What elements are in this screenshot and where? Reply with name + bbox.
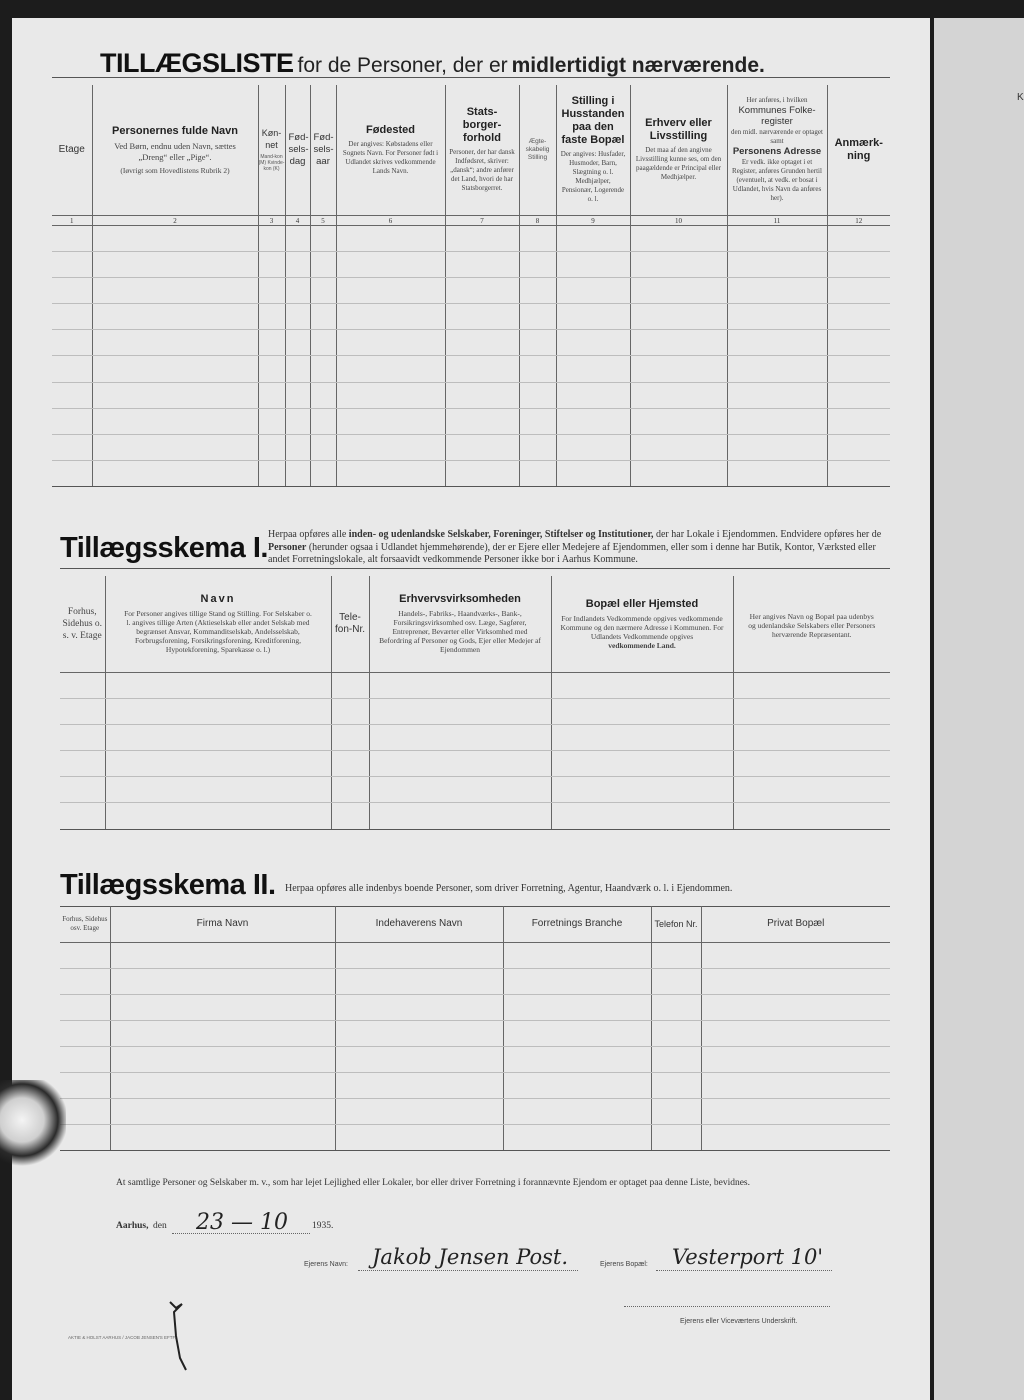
table-cell[interactable] xyxy=(556,382,630,408)
table-cell[interactable] xyxy=(551,751,733,777)
table-cell[interactable] xyxy=(445,408,519,434)
printer-imprint: AKTIE & HOLST AARHUS / JACOB JENSEN'S EFTF. xyxy=(68,1335,177,1340)
table-cell[interactable] xyxy=(336,251,445,277)
table-cell[interactable] xyxy=(651,1124,701,1150)
table-row xyxy=(60,1124,890,1150)
s1-col-phone: Tele-fon-Nr. xyxy=(331,576,369,672)
table-cell[interactable] xyxy=(258,304,285,330)
table-cell[interactable] xyxy=(60,942,110,968)
col-number: 8 xyxy=(519,215,556,225)
owner-address-handwritten: Vesterport 10' xyxy=(672,1245,824,1269)
adjacent-page-letter: K xyxy=(1017,92,1024,103)
table-cell[interactable] xyxy=(60,698,105,724)
table-cell[interactable] xyxy=(52,356,92,382)
table-cell[interactable] xyxy=(60,777,105,803)
table-cell[interactable] xyxy=(335,994,503,1020)
table-row xyxy=(52,382,890,408)
table-cell[interactable] xyxy=(258,382,285,408)
table-cell[interactable] xyxy=(651,942,701,968)
table-row xyxy=(60,968,890,994)
table-cell[interactable] xyxy=(630,461,727,487)
main-title-bold: TILLÆGSLISTE xyxy=(100,48,294,78)
table-cell[interactable] xyxy=(551,777,733,803)
schedule-1-title: Tillægsskema I. xyxy=(60,532,268,564)
table-cell[interactable] xyxy=(335,1020,503,1046)
table-cell[interactable] xyxy=(52,225,92,251)
table-cell[interactable] xyxy=(258,356,285,382)
s2-col-firm: Firma Navn xyxy=(110,906,335,942)
table-cell[interactable] xyxy=(52,435,92,461)
table-cell[interactable] xyxy=(701,1124,890,1150)
table-cell[interactable] xyxy=(310,435,336,461)
table-row xyxy=(52,277,890,303)
table-cell[interactable] xyxy=(727,330,827,356)
col-birthyear: Fød-sels-aar xyxy=(310,85,336,215)
table-cell[interactable] xyxy=(52,330,92,356)
table-cell[interactable] xyxy=(335,1124,503,1150)
s1-col-floor: Forhus, Sidehus o. s. v. Etage xyxy=(60,576,105,672)
table-cell[interactable] xyxy=(503,968,651,994)
table-cell[interactable] xyxy=(727,435,827,461)
table-cell[interactable] xyxy=(445,435,519,461)
table-cell[interactable] xyxy=(519,251,556,277)
table-cell[interactable] xyxy=(60,724,105,750)
table-cell[interactable] xyxy=(701,1020,890,1046)
table-cell[interactable] xyxy=(727,356,827,382)
table-row xyxy=(52,304,890,330)
table-cell[interactable] xyxy=(727,251,827,277)
table-cell[interactable] xyxy=(110,1098,335,1124)
table-cell[interactable] xyxy=(331,751,369,777)
owner-address-label: Ejerens Bopæl: xyxy=(600,1261,648,1268)
table-cell[interactable] xyxy=(336,408,445,434)
table-cell[interactable] xyxy=(733,672,890,698)
table-row xyxy=(60,672,890,698)
table-cell[interactable] xyxy=(60,1020,110,1046)
table-cell[interactable] xyxy=(310,225,336,251)
col-number: 4 xyxy=(285,215,310,225)
schedule-1-table xyxy=(60,576,890,830)
schedule-1-rule xyxy=(60,568,890,569)
table-cell[interactable] xyxy=(519,382,556,408)
main-register-table xyxy=(52,85,890,487)
col-folkeregister: Her anføres, i hvilken Kommunes Folke-register den midl. nærværende er optaget samt Personens Adresse Er vedk. ikke optaget i et Register, anføres Grunden hertil (eventuelt, at vedk. er bosat i Udlandet, hvis Navn da anføres her). xyxy=(727,85,827,215)
table-cell[interactable] xyxy=(52,461,92,487)
table-row xyxy=(52,251,890,277)
table-cell[interactable] xyxy=(556,408,630,434)
table-cell[interactable] xyxy=(727,225,827,251)
table-cell[interactable] xyxy=(369,751,551,777)
s1-col-name: Navn For Personer angives tillige Stand og Stilling. For Selskaber o. l. angives tillige Arten (Aktieselskab eller andet Selskab med begrænset Ansvar, Kommanditselskab, Andelsselskab, Forbrugsforening, Forsikringsforening, Kreditforening, Hypotekforening, Sparekasse o. l.) xyxy=(105,576,331,672)
table-cell[interactable] xyxy=(285,330,310,356)
table-cell[interactable] xyxy=(92,277,258,303)
table-row xyxy=(52,356,890,382)
table-cell[interactable] xyxy=(733,724,890,750)
table-cell[interactable] xyxy=(60,994,110,1020)
table-cell[interactable] xyxy=(331,672,369,698)
table-cell[interactable] xyxy=(105,803,331,829)
table-cell[interactable] xyxy=(630,356,727,382)
table-cell[interactable] xyxy=(827,225,890,251)
owner-name-handwritten: Jakob Jensen Post. xyxy=(372,1245,569,1269)
table-cell[interactable] xyxy=(336,461,445,487)
table-cell[interactable] xyxy=(285,304,310,330)
table-cell[interactable] xyxy=(310,330,336,356)
table-cell[interactable] xyxy=(331,777,369,803)
table-cell[interactable] xyxy=(285,408,310,434)
table-cell[interactable] xyxy=(630,408,727,434)
table-cell[interactable] xyxy=(519,435,556,461)
table-cell[interactable] xyxy=(651,1020,701,1046)
table-cell[interactable] xyxy=(630,251,727,277)
table-cell[interactable] xyxy=(827,277,890,303)
table-row xyxy=(52,435,890,461)
s1-col-residence: Bopæl eller Hjemsted For Indlandets Vedkommende opgives vedkommende Kommune og den nærmere Adresse i Kommunen. For Udlandets Vedkommende opgives vedkommende Land. xyxy=(551,576,733,672)
col-birthday: Fød-sels-dag xyxy=(285,85,310,215)
table-cell[interactable] xyxy=(445,277,519,303)
table-row xyxy=(60,777,890,803)
table-cell[interactable] xyxy=(110,1020,335,1046)
table-row xyxy=(52,461,890,487)
schedule-2-title: Tillægsskema II. xyxy=(60,869,276,901)
table-cell[interactable] xyxy=(519,225,556,251)
table-cell[interactable] xyxy=(556,330,630,356)
table-cell[interactable] xyxy=(52,408,92,434)
table-cell[interactable] xyxy=(827,408,890,434)
table-cell[interactable] xyxy=(630,277,727,303)
table-cell[interactable] xyxy=(445,330,519,356)
table-row xyxy=(60,698,890,724)
table-cell[interactable] xyxy=(651,1046,701,1072)
table-cell[interactable] xyxy=(827,330,890,356)
table-cell[interactable] xyxy=(92,330,258,356)
table-cell[interactable] xyxy=(651,994,701,1020)
schedule-2-table xyxy=(60,906,890,1151)
table-cell[interactable] xyxy=(556,356,630,382)
table-cell[interactable] xyxy=(733,698,890,724)
table-row xyxy=(60,724,890,750)
binder-clip xyxy=(0,1080,66,1170)
title-rule xyxy=(52,77,890,78)
table-cell[interactable] xyxy=(60,803,105,829)
table-cell[interactable] xyxy=(110,942,335,968)
table-cell[interactable] xyxy=(310,277,336,303)
table-cell[interactable] xyxy=(369,672,551,698)
col-marital-status: Ægte-skabelig Stilling xyxy=(519,85,556,215)
s2-col-branch: Forretnings Branche xyxy=(503,906,651,942)
table-cell[interactable] xyxy=(92,435,258,461)
table-cell[interactable] xyxy=(285,461,310,487)
table-cell[interactable] xyxy=(445,382,519,408)
col-number: 3 xyxy=(258,215,285,225)
table-cell[interactable] xyxy=(110,1072,335,1098)
owner-address-line xyxy=(656,1270,832,1271)
table-cell[interactable] xyxy=(336,330,445,356)
date-year: 1935. xyxy=(312,1221,334,1231)
col-number: 10 xyxy=(630,215,727,225)
table-cell[interactable] xyxy=(60,1124,110,1150)
table-cell[interactable] xyxy=(258,408,285,434)
table-cell[interactable] xyxy=(285,435,310,461)
table-cell[interactable] xyxy=(551,698,733,724)
table-row xyxy=(60,942,890,968)
table-cell[interactable] xyxy=(445,251,519,277)
table-row xyxy=(60,1020,890,1046)
col-number: 7 xyxy=(445,215,519,225)
main-title-emphasis: midlertidigt nærværende. xyxy=(511,54,765,77)
table-cell[interactable] xyxy=(503,994,651,1020)
col-number: 9 xyxy=(556,215,630,225)
table-cell[interactable] xyxy=(519,277,556,303)
table-cell[interactable] xyxy=(92,382,258,408)
table-cell[interactable] xyxy=(52,382,92,408)
table-cell[interactable] xyxy=(701,942,890,968)
table-cell[interactable] xyxy=(556,461,630,487)
signature-line xyxy=(624,1306,830,1307)
table-cell[interactable] xyxy=(503,1124,651,1150)
table-cell[interactable] xyxy=(630,225,727,251)
col-birthplace: Fødested Der angives: Købstadens eller Sognets Navn. For Personer født i Udlandet skrives vedkommende Lands Navn. xyxy=(336,85,445,215)
table-cell[interactable] xyxy=(827,382,890,408)
table-cell[interactable] xyxy=(556,435,630,461)
table-cell[interactable] xyxy=(52,304,92,330)
place-label: Aarhus, xyxy=(116,1221,149,1231)
table-cell[interactable] xyxy=(258,435,285,461)
table-cell[interactable] xyxy=(503,1098,651,1124)
table-cell[interactable] xyxy=(827,251,890,277)
col-remarks: Anmærk-ning xyxy=(827,85,890,215)
table-cell[interactable] xyxy=(105,777,331,803)
table-cell[interactable] xyxy=(335,1098,503,1124)
table-cell[interactable] xyxy=(630,435,727,461)
table-cell[interactable] xyxy=(369,698,551,724)
table-cell[interactable] xyxy=(336,435,445,461)
table-cell[interactable] xyxy=(258,225,285,251)
table-cell[interactable] xyxy=(310,356,336,382)
date-prefix: den xyxy=(153,1221,167,1231)
table-cell[interactable] xyxy=(52,277,92,303)
table-cell[interactable] xyxy=(60,1098,110,1124)
s2-col-owner: Indehaverens Navn xyxy=(335,906,503,942)
table-cell[interactable] xyxy=(445,356,519,382)
table-cell[interactable] xyxy=(727,382,827,408)
table-cell[interactable] xyxy=(105,751,331,777)
table-cell[interactable] xyxy=(110,968,335,994)
owner-name-label: Ejerens Navn: xyxy=(304,1261,348,1268)
table-cell[interactable] xyxy=(335,968,503,994)
table-cell[interactable] xyxy=(556,251,630,277)
table-cell[interactable] xyxy=(519,356,556,382)
table-cell[interactable] xyxy=(701,1046,890,1072)
col-name: Personernes fulde Navn Ved Børn, endnu uden Navn, sættes „Dreng“ eller „Pige“. (Iøvrigt som Hovedlistens Rubrik 2) xyxy=(92,85,258,215)
table-cell[interactable] xyxy=(733,803,890,829)
table-row xyxy=(60,803,890,829)
table-cell[interactable] xyxy=(551,672,733,698)
table-cell[interactable] xyxy=(727,304,827,330)
table-cell[interactable] xyxy=(630,304,727,330)
table-cell[interactable] xyxy=(701,994,890,1020)
owner-name-line xyxy=(358,1270,578,1271)
table-cell[interactable] xyxy=(105,698,331,724)
table-cell[interactable] xyxy=(92,251,258,277)
table-cell[interactable] xyxy=(733,777,890,803)
table-cell[interactable] xyxy=(827,435,890,461)
table-cell[interactable] xyxy=(556,225,630,251)
table-cell[interactable] xyxy=(60,1072,110,1098)
table-row xyxy=(52,225,890,251)
col-number: 5 xyxy=(310,215,336,225)
table-cell[interactable] xyxy=(727,408,827,434)
signature-label: Ejerens eller Viceværtens Underskrift. xyxy=(680,1318,798,1325)
s2-col-phone: Telefon Nr. xyxy=(651,906,701,942)
table-cell[interactable] xyxy=(335,942,503,968)
table-cell[interactable] xyxy=(369,777,551,803)
table-cell[interactable] xyxy=(285,356,310,382)
table-cell[interactable] xyxy=(651,968,701,994)
table-cell[interactable] xyxy=(60,672,105,698)
table-cell[interactable] xyxy=(519,408,556,434)
table-cell[interactable] xyxy=(369,724,551,750)
table-cell[interactable] xyxy=(701,1072,890,1098)
table-cell[interactable] xyxy=(258,251,285,277)
table-cell[interactable] xyxy=(701,1098,890,1124)
table-cell[interactable] xyxy=(336,356,445,382)
table-cell[interactable] xyxy=(336,277,445,303)
table-cell[interactable] xyxy=(105,672,331,698)
table-cell[interactable] xyxy=(285,251,310,277)
table-row xyxy=(60,1072,890,1098)
table-cell[interactable] xyxy=(336,382,445,408)
col-number: 12 xyxy=(827,215,890,225)
table-cell[interactable] xyxy=(52,251,92,277)
table-cell[interactable] xyxy=(630,330,727,356)
table-cell[interactable] xyxy=(258,330,285,356)
table-cell[interactable] xyxy=(651,1072,701,1098)
table-cell[interactable] xyxy=(60,751,105,777)
col-number: 11 xyxy=(727,215,827,225)
table-cell[interactable] xyxy=(445,304,519,330)
col-number: 6 xyxy=(336,215,445,225)
table-cell[interactable] xyxy=(60,1046,110,1072)
table-row xyxy=(60,751,890,777)
table-cell[interactable] xyxy=(727,277,827,303)
s1-col-representative: Her angives Navn og Bopæl paa udenbys og udenlandske Selskabers eller Personers herværende Repræsentant. xyxy=(733,576,890,672)
table-cell[interactable] xyxy=(827,304,890,330)
col-occupation: Erhverv eller Livsstilling Det maa af den angivne Livsstilling kunne ses, om den paagældende er Principal eller Medhjælper. xyxy=(630,85,727,215)
table-cell[interactable] xyxy=(556,277,630,303)
col-number: 1 xyxy=(52,215,92,225)
col-number: 2 xyxy=(92,215,258,225)
table-cell[interactable] xyxy=(258,461,285,487)
table-cell[interactable] xyxy=(336,304,445,330)
schedule-1-instructions: Herpaa opføres alle inden- og udenlandske Selskaber, Foreninger, Stiftelser og Institutioner, der har Lokale i Ejendommen. Endvidere opføres her de Personer (herunder ogsaa i Udlandet hjemmehørende), der er Ejere eller Medejere af Ejendommen, eller som i denne har Butik, Kontor, Værksted eller andet Forretningslokale, alt forsaavidt vedkommende Personer ikke bor i Aarhus Kommune. xyxy=(268,529,882,565)
table-cell[interactable] xyxy=(285,277,310,303)
table-cell[interactable] xyxy=(331,803,369,829)
table-cell[interactable] xyxy=(92,408,258,434)
table-cell[interactable] xyxy=(92,356,258,382)
table-row xyxy=(60,1098,890,1124)
table-cell[interactable] xyxy=(110,1046,335,1072)
table-cell[interactable] xyxy=(285,382,310,408)
table-cell[interactable] xyxy=(519,304,556,330)
table-cell[interactable] xyxy=(92,461,258,487)
schedule-2-instructions: Herpaa opføres alle indenbys boende Personer, som driver Forretning, Agentur, Haandværk o. l. i Ejendommen. xyxy=(285,883,733,894)
col-gender: Køn-net Mand-kon (M) Kvinde-kon (K) xyxy=(258,85,285,215)
table-cell[interactable] xyxy=(310,461,336,487)
table-row xyxy=(52,408,890,434)
attestation-text: At samtlige Personer og Selskaber m. v., som har lejet Lejlighed eller Lokaler, bor eller driver Forretning i forannævnte Ejendom er optaget paa denne Liste, bevidnes. xyxy=(116,1178,750,1188)
table-cell[interactable] xyxy=(369,803,551,829)
table-cell[interactable] xyxy=(110,994,335,1020)
table-cell[interactable] xyxy=(310,382,336,408)
table-cell[interactable] xyxy=(310,408,336,434)
date-handwritten: 23 — 10 xyxy=(196,1210,288,1235)
col-etage: Etage xyxy=(52,85,92,215)
table-cell[interactable] xyxy=(285,225,310,251)
col-household-position: Stilling i Husstanden paa den faste Bopæl Der angives: Husfader, Husmoder, Barn, Slægtning o. l. Medhjælper, Pensionær, Logerende o. l. xyxy=(556,85,630,215)
table-cell[interactable] xyxy=(733,751,890,777)
table-cell[interactable] xyxy=(92,225,258,251)
main-title xyxy=(100,48,890,79)
table-cell[interactable] xyxy=(335,1072,503,1098)
table-row xyxy=(52,330,890,356)
table-cell[interactable] xyxy=(331,698,369,724)
table-cell[interactable] xyxy=(331,724,369,750)
table-cell[interactable] xyxy=(445,225,519,251)
table-cell[interactable] xyxy=(519,461,556,487)
adjacent-page-edge xyxy=(934,18,1024,1400)
main-title-text: for de Personer, der er xyxy=(297,54,508,77)
table-cell[interactable] xyxy=(445,461,519,487)
table-cell[interactable] xyxy=(551,803,733,829)
table-cell[interactable] xyxy=(310,304,336,330)
table-row xyxy=(60,994,890,1020)
table-cell[interactable] xyxy=(630,382,727,408)
table-cell[interactable] xyxy=(110,1124,335,1150)
table-row xyxy=(60,1046,890,1072)
table-cell[interactable] xyxy=(258,277,285,303)
table-cell[interactable] xyxy=(701,968,890,994)
table-cell[interactable] xyxy=(727,461,827,487)
table-cell[interactable] xyxy=(310,251,336,277)
table-cell[interactable] xyxy=(519,330,556,356)
table-cell[interactable] xyxy=(503,1072,651,1098)
table-cell[interactable] xyxy=(551,724,733,750)
table-cell[interactable] xyxy=(503,1046,651,1072)
table-cell[interactable] xyxy=(105,724,331,750)
s1-col-business: Erhvervsvirksomheden Handels-, Fabriks-, Haandværks-, Bank-, Forsikringsvirksomhed osv. Læge, Sagfører, Entreprenør, Beværter eller Virksomhed med Befordring af Personer og Gods, Ejer eller Medejer af Ejendommen xyxy=(369,576,551,672)
col-citizenship: Stats-borger-forhold Personer, der har dansk Indfødsret, skriver: „dansk“; andre anfører det Land, hvori de har Statsborgerret. xyxy=(445,85,519,215)
table-cell[interactable] xyxy=(827,356,890,382)
table-cell[interactable] xyxy=(827,461,890,487)
s2-col-floor: Forhus, Sidehus osv. Etage xyxy=(60,906,110,942)
table-cell[interactable] xyxy=(651,1098,701,1124)
s2-col-private-address: Privat Bopæl xyxy=(701,906,890,942)
table-cell[interactable] xyxy=(503,942,651,968)
table-cell[interactable] xyxy=(503,1020,651,1046)
table-cell[interactable] xyxy=(556,304,630,330)
table-cell[interactable] xyxy=(336,225,445,251)
table-cell[interactable] xyxy=(92,304,258,330)
table-cell[interactable] xyxy=(335,1046,503,1072)
table-cell[interactable] xyxy=(60,968,110,994)
